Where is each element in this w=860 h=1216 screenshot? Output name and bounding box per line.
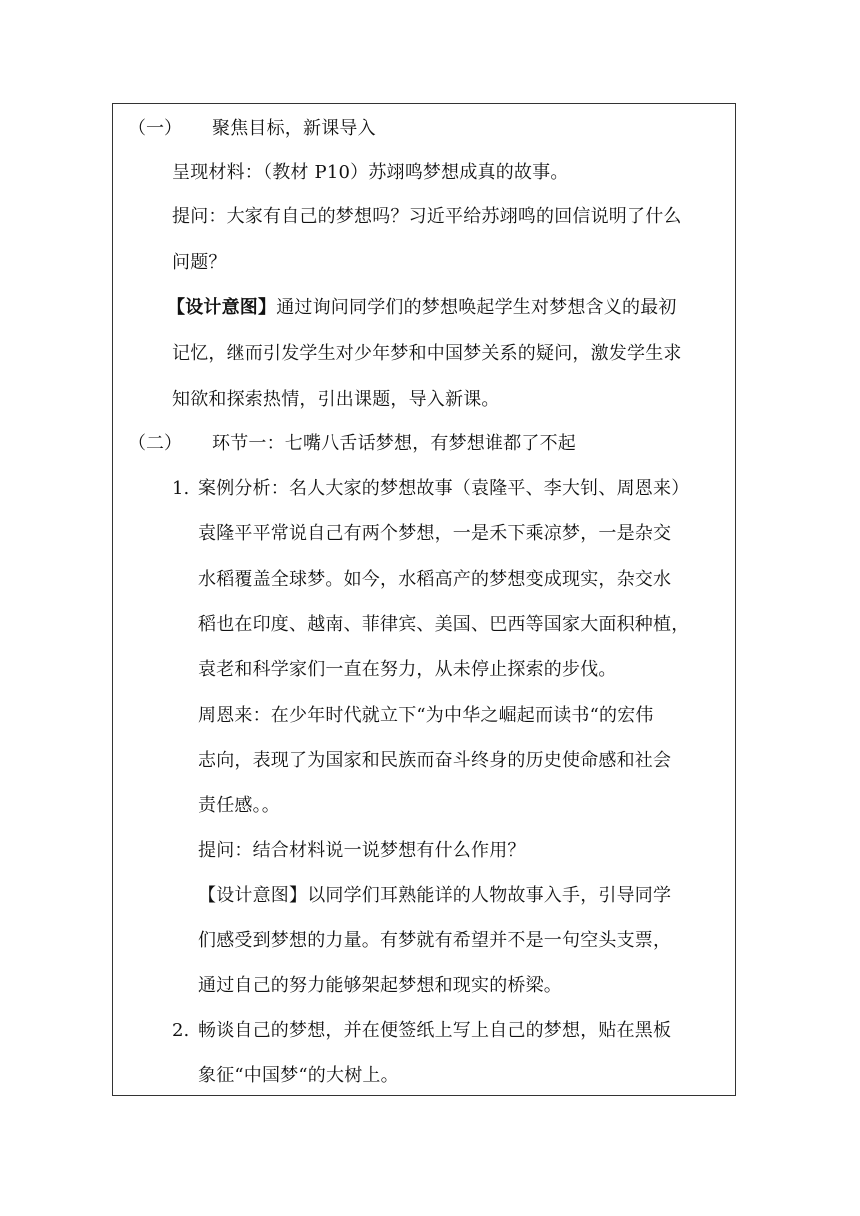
item-1-design-line: 们感受到梦想的力量。有梦就有希望并不是一句空头支票，: [198, 930, 672, 951]
section-1-design-line: 记忆，继而引发学生对少年梦和中国梦关系的疑问，激发学生求: [172, 343, 682, 364]
item-1-design-line: 通过自己的努力能够架起梦想和现实的桥梁。: [198, 975, 562, 996]
section-1-question-line: 提问：大家有自己的梦想吗？习近平给苏翊鸣的回信说明了什么: [172, 206, 682, 227]
section-2-number: （二）: [128, 433, 182, 454]
section-1-question-line-cont: 问题？: [172, 252, 227, 273]
item-2-number: 2.: [172, 1020, 190, 1041]
section-1-design-intent: [167, 297, 677, 319]
yuan-story-line: 水稻覆盖全球梦。如今，水稻高产的梦想变成现实，杂交水: [198, 569, 672, 590]
yuan-story-line: 稻也在印度、越南、菲律宾、美国、巴西等国家大面积种植，: [198, 614, 690, 635]
section-1-material-line: 呈现材料：（教材 P10）苏翊鸣梦想成真的故事。: [172, 162, 569, 183]
item-2-line: 畅谈自己的梦想，并在便签纸上写上自己的梦想，贴在黑板: [198, 1020, 672, 1041]
item-2-line: 象征“中国梦“的大树上。: [198, 1065, 399, 1086]
zhou-story-line: 志向，表现了为国家和民族而奋斗终身的历史使命感和社会: [198, 750, 672, 771]
yuan-story-line: 袁隆平平常说自己有两个梦想，一是禾下乘凉梦，一是杂交: [198, 523, 672, 544]
item-1-number: 1.: [172, 478, 190, 499]
yuan-story-line: 袁老和科学家们一直在努力，从未停止探索的步伐。: [198, 659, 617, 680]
zhou-story-line: 责任感。。: [198, 795, 280, 816]
section-1-design-line: 知欲和探索热情，引出课题，导入新课。: [172, 389, 500, 410]
section-2-title: 环节一：七嘴八舌话梦想，有梦想谁都了不起: [212, 433, 576, 454]
item-1-design-line: 【设计意图】以同学们耳熟能详的人物故事入手，引导同学: [198, 885, 672, 906]
design-intent-label: 【设计意图】: [167, 297, 277, 318]
section-1-title: 聚焦目标，新课导入: [212, 118, 376, 139]
section-1-number: （一）: [128, 118, 182, 139]
zhou-story-line: 周恩来：在少年时代就立下“为中华之崛起而读书“的宏伟: [198, 705, 654, 726]
item-1-question: 提问：结合材料说一说梦想有什么作用？: [198, 840, 526, 861]
item-1-heading: 案例分析：名人大家的梦想故事（袁隆平、李大钊、周恩来）: [198, 478, 690, 499]
design-intent-text: 通过询问同学们的梦想唤起学生对梦想含义的最初: [276, 297, 677, 318]
